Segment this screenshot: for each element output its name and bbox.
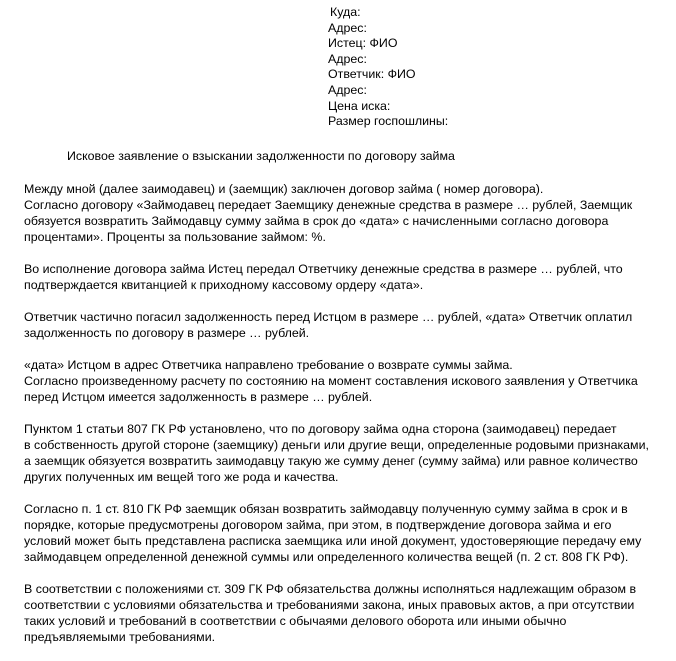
header-line-destination: Куда:	[330, 5, 361, 19]
paragraph-line: займодавцем определенной денежной суммы или определенного количества вещей (п. 2 ст. 808 ГК РФ).	[24, 550, 629, 564]
paragraph-line: соответствии с условиями обязательства и требованиями закона, иных правовых актов, а при отсутствии	[24, 598, 635, 612]
paragraph-line: Согласно договору «Займодавец передает Заемщику денежные средства в размере … рублей, Заемщик	[24, 198, 633, 212]
paragraph-article-309	[24, 581, 644, 645]
header-line-defendant: Ответчик: ФИО	[328, 67, 416, 82]
paragraph-partial-repayment	[24, 309, 644, 341]
paragraph-line: в собственность другой стороне (заемщику) деньги или другие вещи, определенные родовыми признаками,	[24, 438, 649, 452]
header-line-claim-value: Цена иска:	[328, 98, 391, 113]
paragraph-line: В соответствии с положениями ст. 309 ГК РФ обязательства должны исполняться надлежащим образом в	[24, 582, 637, 596]
paragraph-transfer	[24, 261, 644, 293]
paragraph-line: Ответчик частично погасил задолженность перед Истцом в размере … рублей, «дата» Ответчик оплатил	[24, 310, 633, 324]
paragraph-article-807	[24, 421, 649, 485]
paragraph-line: Согласно произведенному расчету по состоянию на момент составления искового заявления у Ответчика	[24, 374, 638, 388]
header-line-plaintiff: Истец: ФИО	[328, 36, 398, 51]
paragraph-demand	[24, 357, 644, 405]
paragraph-line: перед Истцом имеется задолженность в размере … рублей.	[24, 390, 373, 404]
paragraph-line: процентами». Проценты за пользование займом: %.	[24, 230, 326, 244]
header-line-state-fee: Размер госпошлины:	[328, 114, 449, 129]
paragraph-line: задолженность по договору в размере … рублей.	[24, 326, 310, 340]
paragraph-line: Пунктом 1 статьи 807 ГК РФ установлено, что по договору займа одна сторона (заимодавец) передает	[24, 422, 617, 436]
paragraph-line: обязуется возвратить Займодавцу сумму займа в срок до «дата» с начисленными согласно договора	[24, 214, 609, 228]
paragraph-line: других полученных им вещей того же рода и качества.	[24, 470, 339, 484]
paragraph-article-810	[24, 501, 644, 565]
addressee-block	[328, 5, 668, 130]
paragraph-line: Во исполнение договора займа Истец передал Ответчику денежные средства в размере … рублей, что	[24, 262, 623, 276]
paragraph-line: «дата» Истцом в адрес Ответчика направлено требование о возврате суммы займа.	[24, 358, 513, 372]
document-body	[24, 181, 649, 661]
paragraph-line: предъявляемыми требованиями.	[24, 630, 216, 644]
document-title: Исковое заявление о взыскании задолженности по договору займа	[67, 149, 455, 163]
paragraph-line: порядке, которые предусмотрены договором займа, при этом, в подтверждение договора займа и его	[24, 518, 612, 532]
paragraph-contract	[24, 181, 644, 245]
header-line-defendant-address: Адрес:	[328, 82, 367, 97]
paragraph-line: таких условий и требований в соответствии с обычаями делового оборота или иными обычно	[24, 614, 567, 628]
header-line-plaintiff-address: Адрес:	[328, 51, 367, 66]
paragraph-line: а заемщик обязуется возвратить заимодавцу такую же сумму денег (сумму займа) или равное количество	[24, 454, 638, 468]
paragraph-line: Согласно п. 1 ст. 810 ГК РФ заемщик обязан возвратить займодавцу полученную сумму займа в срок и в	[24, 502, 628, 516]
paragraph-line: Между мной (далее заимодавец) и (заемщик) заключен договор займа ( номер договора).	[24, 182, 544, 196]
paragraph-line: условий может быть представлена расписка заемщика или иной документ, удостоверяющие передачу ему	[24, 534, 642, 548]
header-line-destination-address: Адрес:	[328, 20, 367, 35]
paragraph-line: подтверждается квитанцией к приходному кассовому ордеру «дата».	[24, 278, 424, 292]
